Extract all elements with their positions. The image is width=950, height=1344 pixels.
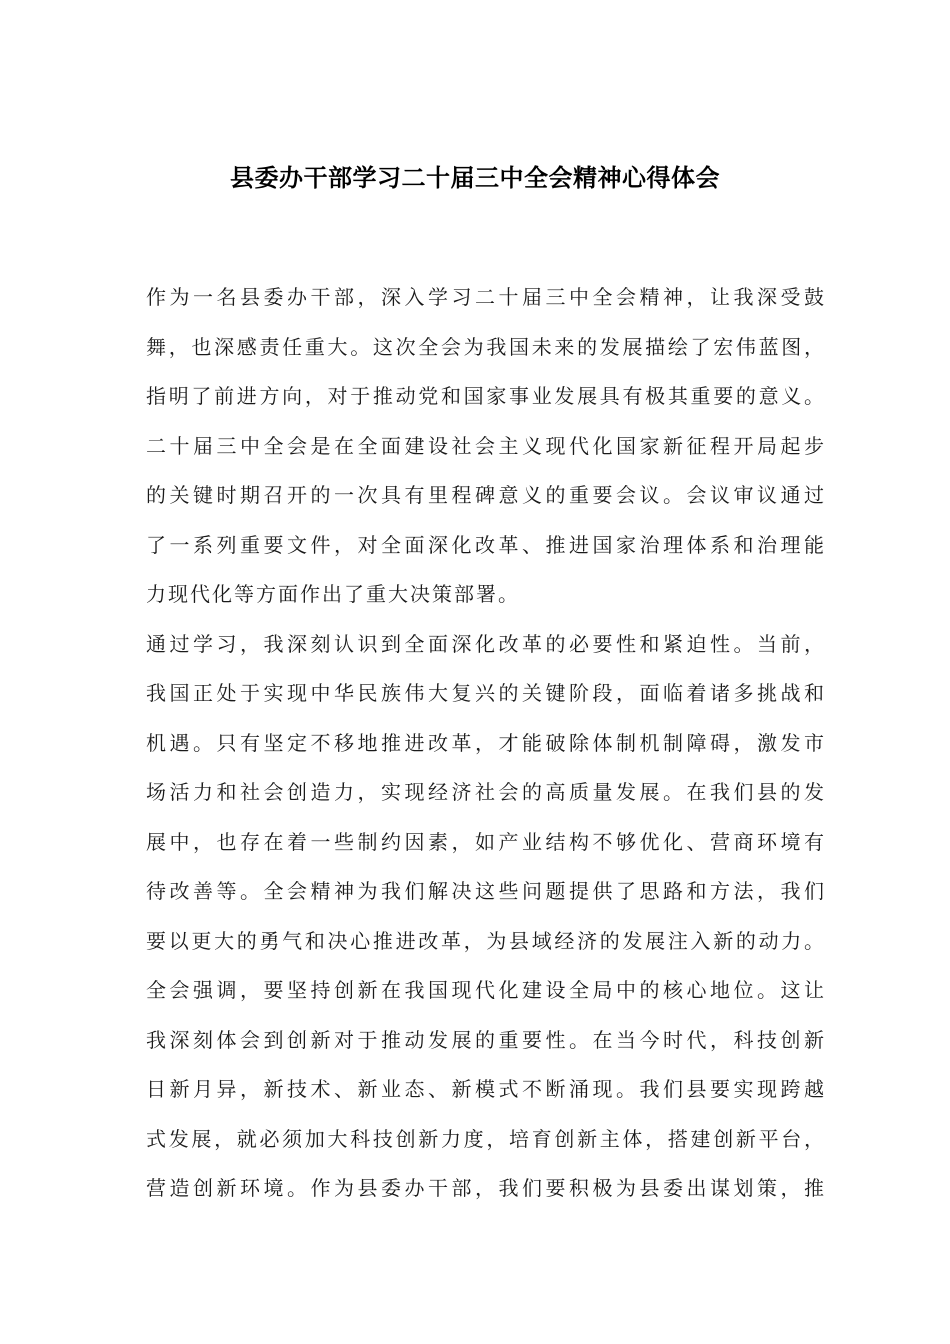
body-line: 营造创新环境。作为县委办干部，我们要积极为县委出谋划策，推 xyxy=(146,1176,826,1200)
body-line: 的关键时期召开的一次具有里程碑意义的重要会议。会议审议通过 xyxy=(146,483,826,507)
document-body xyxy=(146,280,826,1221)
body-line: 力现代化等方面作出了重大决策部署。 xyxy=(146,582,520,606)
body-line: 场活力和社会创造力，实现经济社会的高质量发展。在我们县的发 xyxy=(146,780,826,804)
body-line: 全会强调，要坚持创新在我国现代化建设全局中的核心地位。这让 xyxy=(146,978,826,1002)
body-line: 我深刻体会到创新对于推动发展的重要性。在当今时代，科技创新 xyxy=(146,1027,826,1052)
body-line: 机遇。只有坚定不移地推进改革，才能破除体制机制障碍，激发市 xyxy=(146,730,826,755)
body-line: 了一系列重要文件，对全面深化改革、推进国家治理体系和治理能 xyxy=(146,532,826,557)
body-line: 要以更大的勇气和决心推进改革，为县域经济的发展注入新的动力。 xyxy=(146,928,826,953)
body-line: 作为一名县委办干部，深入学习二十届三中全会精神，让我深受鼓 xyxy=(146,285,826,309)
document-title: 县委办干部学习二十届三中全会精神心得体会 xyxy=(230,163,720,192)
body-line: 待改善等。全会精神为我们解决这些问题提供了思路和方法，我们 xyxy=(146,879,826,903)
body-line: 舞，也深感责任重大。这次全会为我国未来的发展描绘了宏伟蓝图， xyxy=(146,334,826,359)
body-line: 我国正处于实现中华民族伟大复兴的关键阶段，面临着诸多挑战和 xyxy=(146,681,826,705)
body-line: 二十届三中全会是在全面建设社会主义现代化国家新征程开局起步 xyxy=(146,433,826,458)
body-line: 式发展，就必须加大科技创新力度，培育创新主体，搭建创新平台， xyxy=(146,1126,826,1151)
body-line: 展中，也存在着一些制约因素，如产业结构不够优化、营商环境有 xyxy=(146,829,826,854)
body-line: 指明了前进方向，对于推动党和国家事业发展具有极其重要的意义。 xyxy=(146,384,826,408)
body-line: 通过学习，我深刻认识到全面深化改革的必要性和紧迫性。当前， xyxy=(146,631,826,656)
body-line: 日新月异，新技术、新业态、新模式不断涌现。我们县要实现跨越 xyxy=(146,1077,826,1101)
